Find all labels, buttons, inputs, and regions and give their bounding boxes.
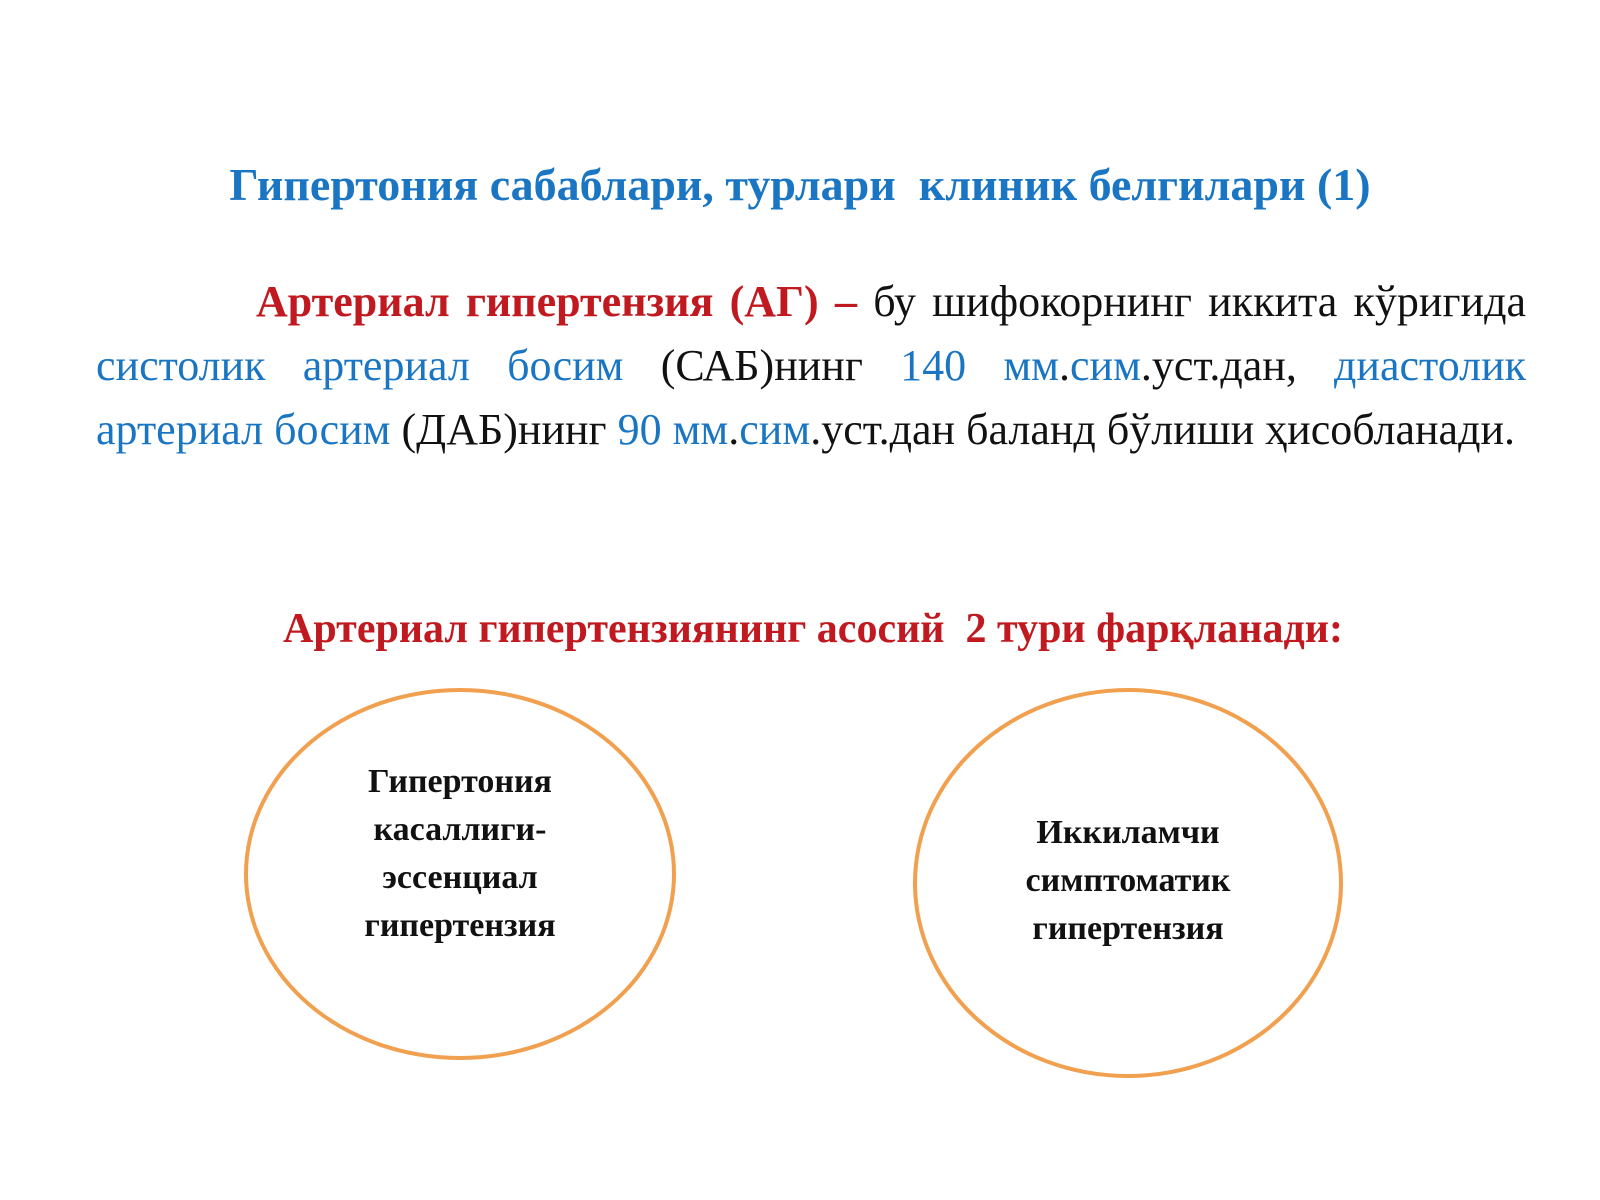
diastolic-threshold: 90 мм xyxy=(617,405,729,454)
definition-text-1: бу шифокорнинг иккита кўригида xyxy=(856,277,1526,326)
definition-text-4: (ДАБ)нинг xyxy=(390,405,618,454)
definition-text-5: .уст.дан баланд бўлиши ҳисобланади. xyxy=(810,405,1516,454)
systolic-unit: сим xyxy=(1070,341,1141,390)
diastolic-unit: сим xyxy=(739,405,811,454)
definition-text-3: .уст.дан, xyxy=(1140,341,1335,390)
definition-paragraph xyxy=(96,270,1526,462)
definition-text-2: (САБ)нинг xyxy=(623,341,901,390)
definition-dot-1: . xyxy=(1059,341,1070,390)
definition-dot-2: . xyxy=(728,405,740,454)
systolic-threshold: 140 мм xyxy=(900,341,1059,390)
slide-title: Гипертония сабаблари, турлари клиник белгилари (1) xyxy=(229,159,1371,210)
type-essential-label: Гипертония касаллиги- эссенциал гипертензия xyxy=(364,763,556,944)
diastolic-pressure-name: диастолик артериал босим xyxy=(96,341,1526,454)
definition-term: Артериал гипертензия (АГ) – xyxy=(256,277,857,326)
type-essential-ellipse xyxy=(244,688,676,1060)
types-heading: Артериал гипертензиянинг асосий 2 тури фарқланади: xyxy=(283,606,1343,652)
systolic-pressure-name: систолик артериал босим xyxy=(96,341,624,390)
type-secondary-label: Иккиламчи симптоматик гипертензия xyxy=(1025,814,1231,947)
type-secondary-ellipse xyxy=(913,688,1343,1078)
